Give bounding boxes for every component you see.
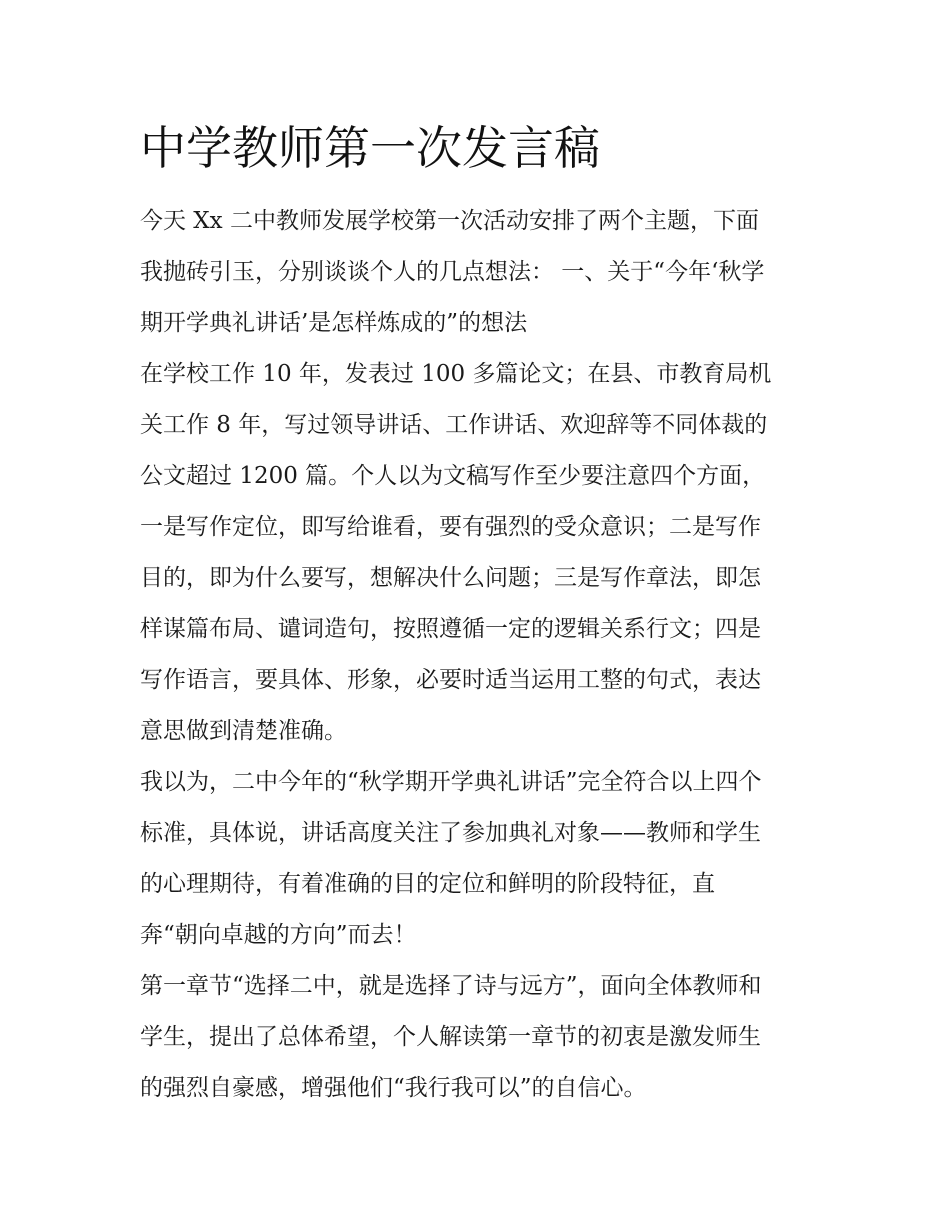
text-line: 目的，即为什么要写，想解决什么问题；三是写作章法，即怎 <box>140 565 761 591</box>
text-line: 在学校工作 10 年，发表过 100 多篇论文；在县、市教育局机 <box>140 361 772 387</box>
text-line: 我抛砖引玉，分别谈谈个人的几点想法： 一、关于“今年‘秋学 <box>140 259 765 285</box>
text-line: 的强烈自豪感，增强他们“我行我可以”的自信心。 <box>140 1075 647 1101</box>
document-title: 中学教师第一次发言稿 <box>140 121 600 175</box>
text-line: 标准，具体说，讲话高度关注了参加典礼对象——教师和学生 <box>140 820 761 846</box>
text-line: 学生，提出了总体希望，个人解读第一章节的初衷是激发师生 <box>140 1024 761 1050</box>
text-line: 的心理期待，有着准确的目的定位和鲜明的阶段特征，直 <box>140 871 715 897</box>
text-line: 写作语言，要具体、形象，必要时适当运用工整的句式，表达 <box>140 667 761 693</box>
text-line: 期开学典礼讲话’是怎样炼成的”的想法 <box>140 310 528 336</box>
text-line: 意思做到清楚准确。 <box>140 718 347 744</box>
text-line: 一是写作定位，即写给谁看，要有强烈的受众意识；二是写作 <box>140 514 761 540</box>
text-line: 样谋篇布局、谴词造句，按照遵循一定的逻辑关系行文；四是 <box>140 616 761 642</box>
text-line: 第一章节“选择二中，就是选择了诗与远方”，面向全体教师和 <box>140 973 762 999</box>
text-line: 奔“朝向卓越的方向”而去！ <box>140 922 417 948</box>
text-line: 今天 Xx 二中教师发展学校第一次活动安排了两个主题，下面 <box>140 208 759 234</box>
text-line: 我以为，二中今年的“秋学期开学典礼讲话”完全符合以上四个 <box>140 769 762 795</box>
text-line: 关工作 8 年，写过领导讲话、工作讲话、欢迎辞等不同体裁的 <box>140 412 768 438</box>
text-line: 公文超过 1200 篇。个人以为文稿写作至少要注意四个方面， <box>140 463 766 489</box>
